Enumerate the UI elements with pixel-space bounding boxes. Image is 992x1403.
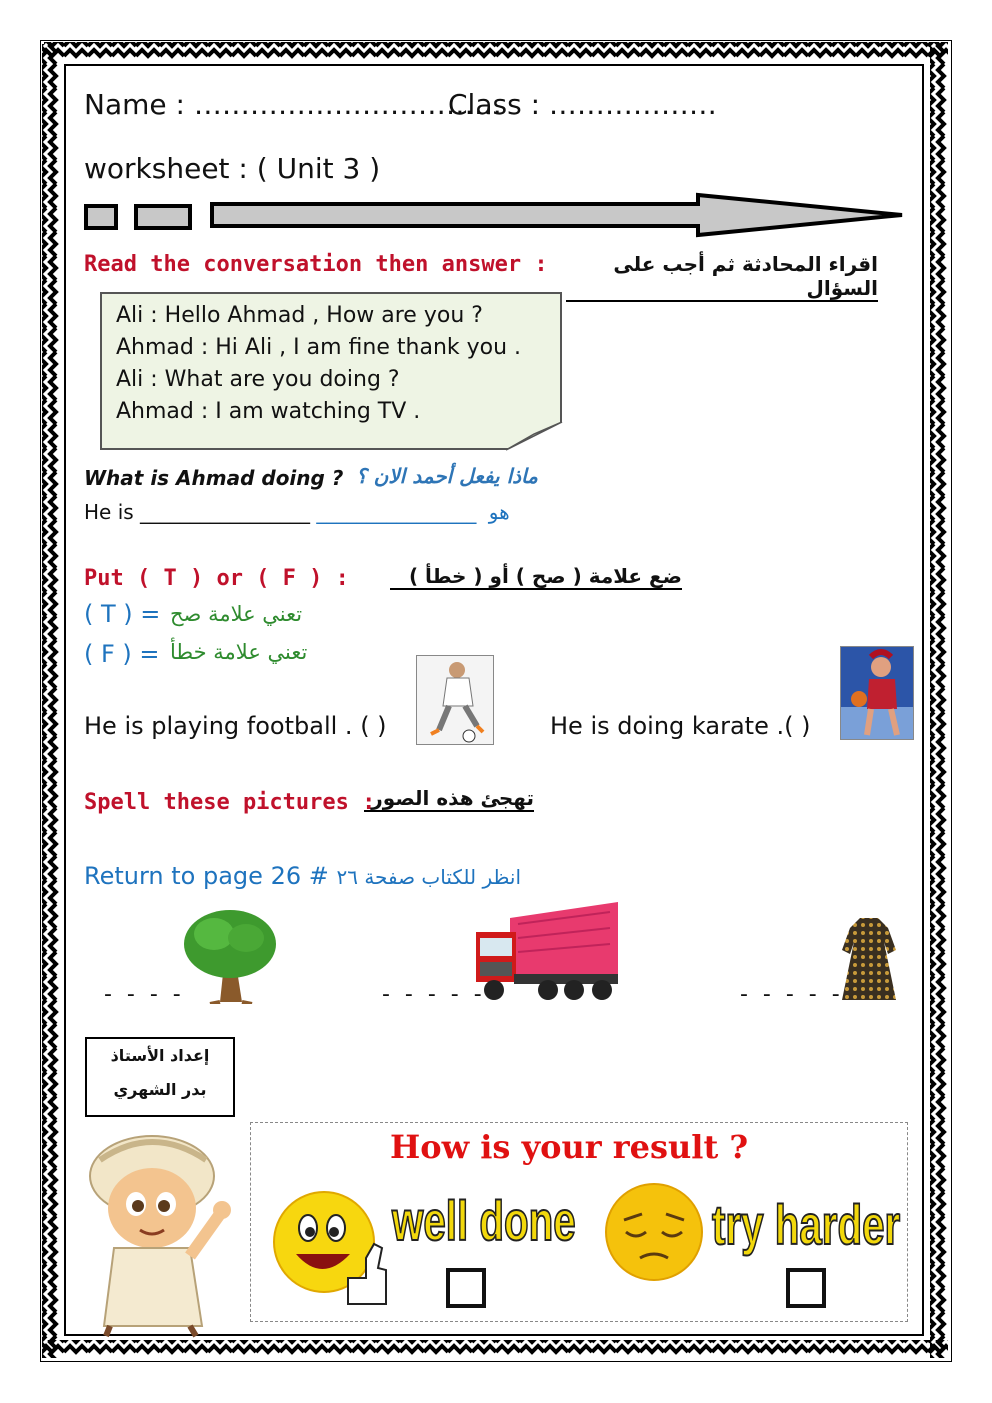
t-meaning: تعني علامة صح — [170, 602, 303, 626]
f-key: ( F ) = — [84, 640, 160, 668]
arrow-decoration — [208, 192, 908, 238]
section3-title: Spell these pictures : — [84, 790, 376, 815]
question-arabic: ماذا يفعل أحمد الان ؟ — [356, 464, 538, 488]
result-title: How is your result ? — [390, 1128, 749, 1166]
try-harder-checkbox[interactable] — [786, 1268, 826, 1308]
truck-image — [474, 898, 620, 1004]
dialogue-line: Ali : Hello Ahmad , How are you ? — [116, 303, 483, 328]
well-done-checkbox[interactable] — [446, 1268, 486, 1308]
t-key: ( T ) = — [84, 600, 161, 628]
return-to-page — [84, 862, 521, 890]
teacher-credit-line2: بدر الشهري — [113, 1080, 207, 1099]
answer-start: He is _________________ — [84, 500, 311, 524]
teacher-credit-line1: إعداد الأستاذ — [110, 1046, 210, 1065]
section2-title: Put ( T ) or ( F ) : — [84, 566, 349, 591]
return-arabic: انظر للكتاب صفحة ٢٦ — [336, 865, 522, 889]
statement-football[interactable]: He is playing football . ( ) — [84, 712, 387, 740]
section3-title-arabic: تهجئ هذه الصور — [364, 786, 534, 812]
f-meaning: تعني علامة خطأ — [170, 640, 308, 664]
statement-karate[interactable]: He is doing karate .( ) — [550, 712, 811, 740]
dialogue-line: Ahmad : I am watching TV . — [116, 399, 421, 424]
return-english: Return to page 26 # — [84, 862, 329, 890]
class-field[interactable]: Class : ……………… — [448, 88, 717, 121]
worksheet-title: worksheet : ( Unit 3 ) — [84, 152, 381, 185]
answer-arabic: هو — [488, 500, 510, 524]
decor-square-wide — [134, 204, 192, 230]
page-curl-icon — [504, 420, 564, 452]
spell-blank-tree[interactable]: - - - - — [104, 982, 185, 1007]
section1-title-arabic: اقراء المحادثة ثم أجب على السؤال — [566, 252, 878, 302]
answer-line[interactable] — [84, 500, 510, 524]
section2-title-arabic: ضع علامة ( صح ) أو ( خطأ ) — [390, 564, 682, 590]
answer-blank-blue: ________________ — [316, 500, 477, 524]
name-field[interactable]: Name : …………………………… — [84, 88, 502, 121]
dialogue-line: Ali : What are you doing ? — [116, 367, 400, 392]
spell-blank-truck[interactable]: - - - - - — [382, 982, 486, 1007]
dress-image — [836, 914, 902, 1004]
boy-cartoon-image — [70, 1130, 240, 1338]
football-player-image — [416, 655, 494, 745]
sad-face-emoji — [602, 1180, 706, 1284]
basketball-player-image — [840, 646, 914, 740]
spell-blank-dress[interactable]: - - - - - — [740, 982, 844, 1007]
decor-square-small — [84, 204, 118, 230]
dialogue-line: Ahmad : Hi Ali , I am fine thank you . — [116, 335, 522, 360]
happy-thumbs-up-emoji — [270, 1186, 390, 1316]
section1-title: Read the conversation then answer : — [84, 252, 548, 277]
conversation-box — [100, 292, 562, 450]
question-english: What is Ahmad doing ? — [84, 466, 344, 490]
option-well-done: well done — [392, 1189, 576, 1252]
option-try-harder: try harder — [712, 1193, 901, 1256]
tree-image — [180, 904, 280, 1004]
